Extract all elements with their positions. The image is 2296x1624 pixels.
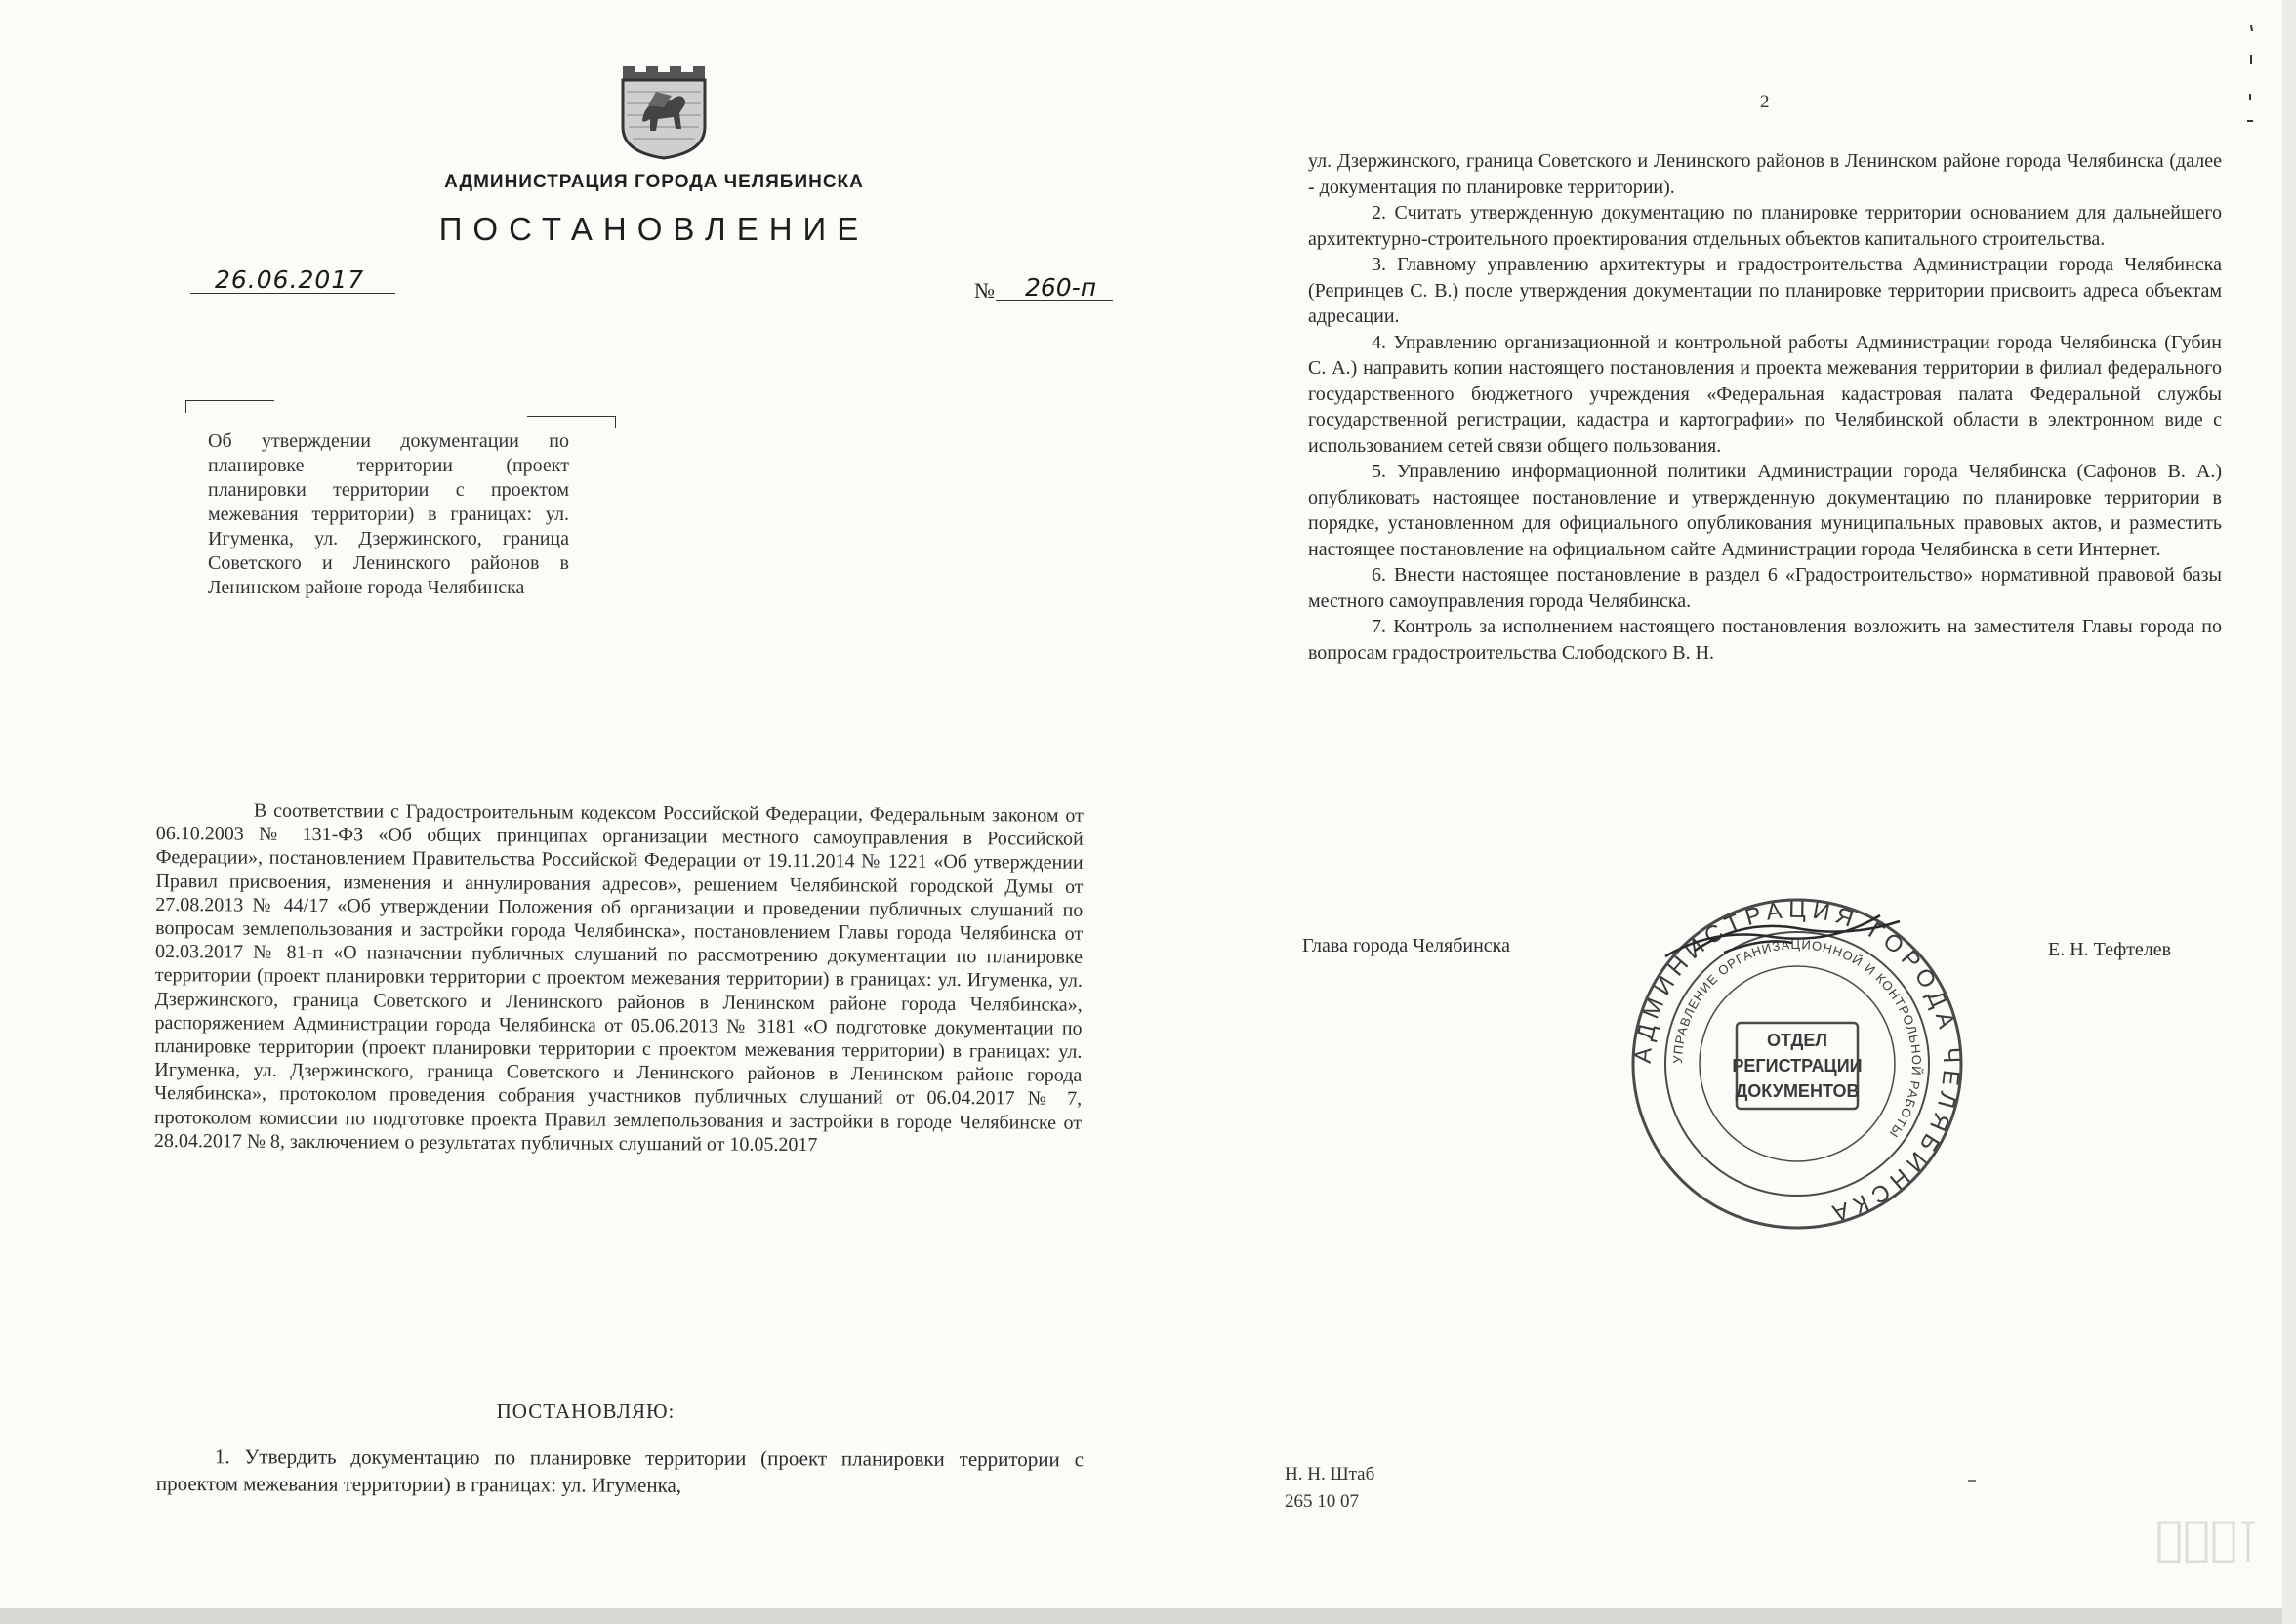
document-date: 26.06.2017 [215, 265, 365, 294]
city-coat-of-arms-icon [615, 59, 713, 160]
number-sign: № [974, 278, 995, 303]
stamp-center-line-2: РЕГИСТРАЦИИ [1732, 1056, 1863, 1076]
executor-name: Н. Н. Штаб [1285, 1464, 1375, 1484]
document-type-title: ПОСТАНОВЛЕНИЕ [438, 211, 870, 247]
stamp-inner-text: УПРАВЛЕНИЕ ОРГАНИЗАЦИОННОЙ И КОНТРОЛЬНОЙ РАБОТЫ [1669, 936, 1925, 1141]
stamp-center-line-3: ДОКУМЕНТОВ [1735, 1081, 1860, 1101]
item-5-paragraph: 5. Управлению информационной политики Администрации города Челябинска (Сафонов В. А.) опубликовать настоящее постановление и утвержденную документацию по планировке территории в порядке, установленном для официального опубликования муниципальных правовых актов, и разместить настоящее постановление на официальном сайте Администрации города Челябинска в сети Интернет. [1308, 461, 2222, 560]
show-through-mark [2153, 1513, 2261, 1571]
scan-right-edge [2282, 0, 2296, 1624]
scan-tick-mark [1968, 1480, 1976, 1482]
organization-name: АДМИНИСТРАЦИЯ ГОРОДА ЧЕЛЯБИНСКА [444, 172, 864, 192]
item-1-paragraph: 1. Утвердить документацию по планировке территории (проект планировки территории с проектом межевания территории) в границах: ул. Игуменка, [155, 1444, 1084, 1497]
scan-edge-marks [2222, 20, 2261, 127]
item-3-paragraph: 3. Главному управлению архитектуры и градостроительства Администрации города Челябинска (Репринцев С. В.) после утверждения документации по планировке территории присвоить адреса объектам адресации. [1308, 254, 2222, 327]
page-number: 2 [1760, 92, 1770, 112]
signatory-title: Глава города Челябинска [1302, 935, 1510, 956]
item-7-paragraph: 7. Контроль за исполнением настоящего постановления возложить на заместителя Главы города по вопросам градостроительства Слободского В. Н. [1308, 616, 2222, 664]
signatory-name: Е. Н. Тефтелев [2048, 939, 2172, 960]
executor-phone: 265 10 07 [1285, 1491, 1359, 1512]
decree-heading: ПОСТАНОВЛЯЮ: [496, 1400, 676, 1423]
item-6-paragraph: 6. Внести настоящее постановление в раздел 6 «Градостроительство» нормативной правовой базы местного самоуправления города Челябинска. [1308, 564, 2222, 612]
subject-bracket-left [185, 400, 274, 413]
page-2-body [1308, 148, 2222, 666]
subject-bracket-right [527, 416, 616, 428]
item-1-continuation: ул. Дзержинского, граница Советского и Ленинского районов в Ленинском районе города Челябинска (далее - документация по планировке территории). [1308, 150, 2222, 198]
item-4-paragraph: 4. Управлению организационной и контрольной работы Администрации города Челябинска (Губин С. А.) направить копии настоящего постановления и проекта межевания территории в филиал федерального государственного бюджетного учреждения «Федеральная кадастровая палата Федеральной службы государственной регистрации, кадастра и картографии» по Челябинской области в электронном виде с использованием сетей связи общего пользования. [1308, 331, 2222, 457]
page-1 [0, 0, 1148, 1608]
stamp-outer-text: АДМИНИСТРАЦИЯ ГОРОДА ЧЕЛЯБИНСКА [1629, 898, 1965, 1228]
preamble-paragraph: В соответствии с Градостроительным кодексом Российской Федерации, Федеральным законом от 06.10.2003 № 131-ФЗ «Об общих принципах организации местного самоуправления в Российской Федерации», постановлением Правительства Российской Федерации от 19.11.2014 № 1221 «Об утверждении Правил присвоения, изменения и аннулирования адресов», решением Челябинской городской Думы от 27.08.2013 № 44/17 «Об утверждении Положения об организации и проведении публичных слушаний по вопросам землепользования и застройки города Челябинска», постановлением Главы города Челябинска от 02.03.2017 № 81-п «О назначении публичных слушаний по рассмотрению документации по планировке территории (проект планировки территории с проектом межевания территории) в границах: ул. Игуменка, ул. Дзержинского, граница Советского и Ленинского районов в Ленинском районе города Челябинска», распоряжением Администрации города Челябинска от 05.06.2013 № 3181 «О подготовке документации по планировке территории (проект планировки территории с проектом межевания территории) в границах: ул. Игуменка, ул. Дзержинского, граница Советского и Ленинского районов в Ленинском районе города Челябинска», протоколом проведения собрания участников публичных слушаний от 06.04.2017 № 7, протоколом комиссии по подготовке проекта Правил землепользования и застройки в городе Челябинске от 28.04.2017 № 8, заключением о результатах публичных слушаний от 10.05.2017 [153, 799, 1084, 1156]
document-number: 260-п [1025, 273, 1097, 302]
item-2-paragraph: 2. Считать утвержденную документацию по планировке территории основанием для дальнейшего архитектурно-строительного проектирования отдельных объектов капитального строительства. [1308, 202, 2222, 250]
scan-bottom-edge [0, 1608, 2296, 1624]
page-2 [1148, 0, 2282, 1608]
document-subject: Об утверждении документации по планировке территории (проект планировки территории с проектом межевания территории) в границах: ул. Игуменка, ул. Дзержинского, граница Советского и Ленинского районов в Ленинском районе города Челябинска [208, 430, 569, 598]
signature-scrawl [1656, 908, 1909, 966]
stamp-center-line-1: ОТДЕЛ [1766, 1031, 1828, 1050]
